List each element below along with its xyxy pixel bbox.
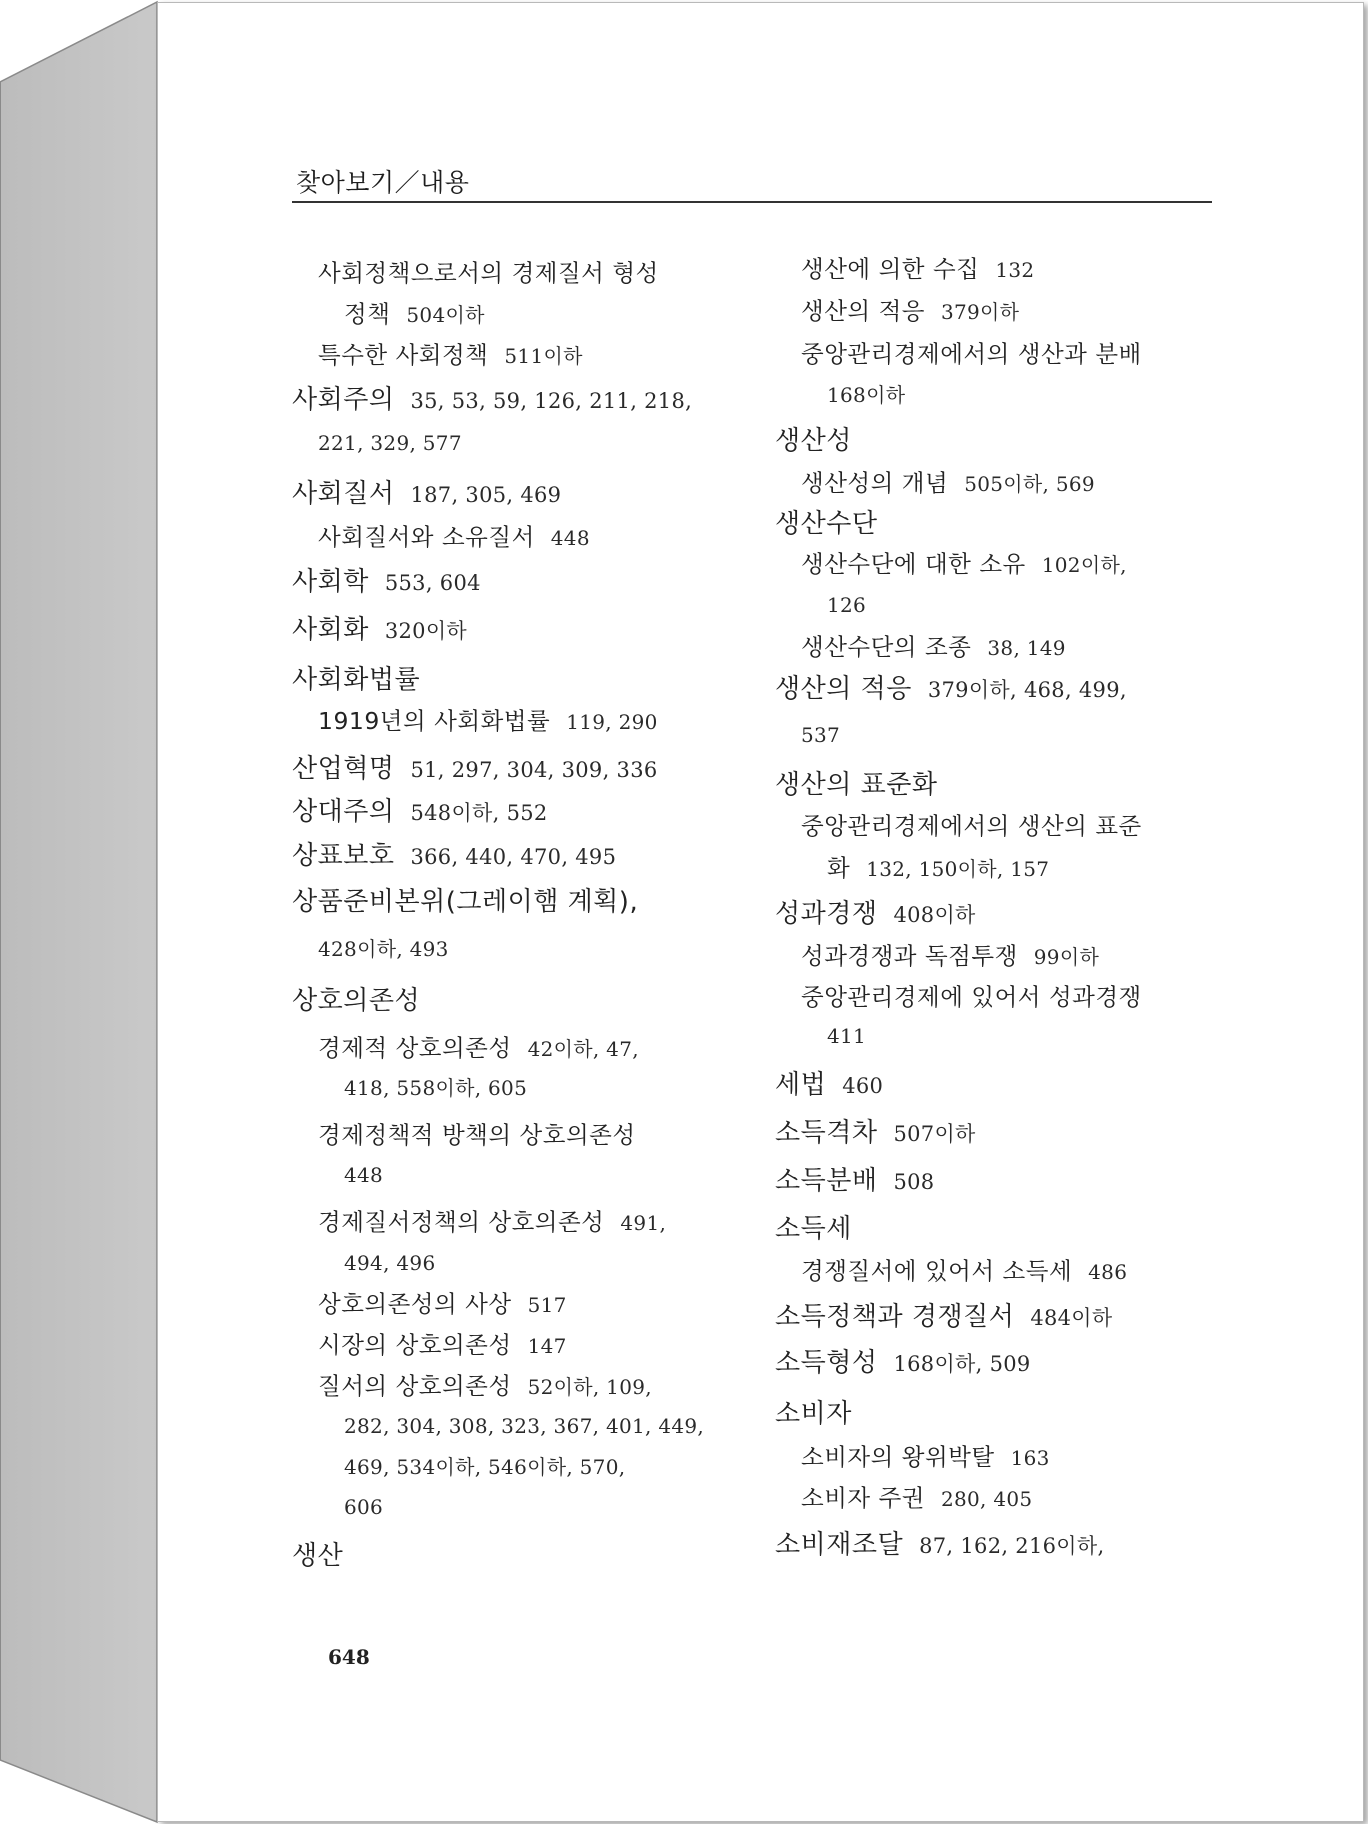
index-term: 중앙관리경제에서의 생산의 표준 (801, 812, 1142, 840)
index-term: 사회질서 (292, 479, 395, 509)
index-subentry (318, 1121, 636, 1149)
index-page-refs: 553, 604 (384, 571, 481, 595)
index-term: 생산의 적응 (775, 674, 912, 704)
index-page-refs: 119, 290 (566, 710, 658, 734)
index-term: 상대주의 (292, 797, 395, 827)
index-entry-continuation (827, 595, 866, 615)
index-page-refs: 168이하 (827, 383, 906, 407)
index-page-refs: 408이하 (893, 903, 976, 927)
index-term: 성과경쟁과 독점투쟁 (801, 942, 1018, 970)
index-term: 시장의 상호의존성 (318, 1331, 512, 1359)
index-entry (292, 617, 467, 643)
index-term: 경쟁질서에 있어서 소득세 (801, 1257, 1073, 1285)
index-subentry (801, 1484, 1033, 1512)
index-page-refs: 379이하, 468, 499, (927, 678, 1127, 702)
index-column-left (292, 3, 762, 1821)
index-entry (775, 1072, 883, 1098)
index-page-refs: 548이하, 552 (410, 801, 548, 825)
index-entry-continuation (344, 1416, 704, 1436)
index-entry (292, 889, 638, 915)
index-entry-continuation (344, 1253, 435, 1273)
index-term: 소득세 (775, 1214, 852, 1244)
index-page-refs: 606 (344, 1495, 384, 1519)
index-subentry (801, 633, 1066, 661)
index-term: 화 (827, 854, 851, 882)
index-subentry (801, 1257, 1128, 1285)
index-entry-continuation (801, 725, 840, 745)
index-page-refs: 469, 534이하, 546이하, 570, (344, 1455, 626, 1479)
index-subentry (318, 341, 583, 369)
index-page-refs: 147 (527, 1334, 567, 1358)
index-term: 소비자 주권 (801, 1484, 925, 1512)
index-entry (775, 1532, 1104, 1558)
index-page-refs: 132 (995, 258, 1035, 282)
index-entry (292, 988, 420, 1014)
index-term: 소득격차 (775, 1118, 878, 1148)
index-page-refs: 126 (827, 593, 867, 617)
page-number: 648 (328, 1645, 370, 1669)
index-entry (775, 676, 1127, 702)
index-page-refs: 163 (1010, 1446, 1050, 1470)
index-subentry (801, 550, 1127, 578)
index-subentry (801, 942, 1100, 970)
index-entry (775, 428, 852, 454)
index-term: 경제적 상호의존성 (318, 1034, 512, 1062)
index-page-refs: 35, 53, 59, 126, 211, 218, (410, 389, 693, 413)
index-page-refs: 52이하, 109, (527, 1375, 652, 1399)
index-subentry (318, 707, 658, 735)
index-subentry (344, 300, 485, 328)
index-entry (775, 1216, 852, 1242)
index-term: 소득정책과 경쟁질서 (775, 1302, 1015, 1332)
index-term: 생산성 (775, 426, 852, 456)
index-term: 정책 (344, 300, 391, 328)
index-term: 중앙관리경제에서의 생산과 분배 (801, 340, 1142, 368)
index-page-refs: 511이하 (504, 344, 583, 368)
index-subentry (801, 812, 1142, 840)
index-term: 상품준비본위(그레이햄 계획), (292, 887, 639, 917)
index-page-refs: 168이하, 509 (893, 1352, 1031, 1376)
index-subentry (318, 523, 590, 551)
index-subentry (801, 340, 1142, 368)
index-page-refs: 448 (344, 1163, 384, 1187)
index-page-refs: 38, 149 (987, 636, 1066, 660)
index-entry (775, 901, 976, 927)
index-term: 사회질서와 소유질서 (318, 523, 535, 551)
book-page (157, 2, 1364, 1822)
index-subentry (318, 1372, 652, 1400)
index-term: 사회정책으로서의 경제질서 형성 (318, 259, 659, 287)
index-term: 생산성의 개념 (801, 469, 949, 497)
index-subentry (318, 1208, 667, 1236)
index-entry (775, 1304, 1112, 1330)
index-entry (292, 481, 561, 507)
index-entry-continuation (827, 385, 905, 405)
index-subentry (318, 1331, 567, 1359)
index-term: 생산수단의 조종 (801, 633, 972, 661)
index-term: 상호의존성의 사상 (318, 1290, 512, 1318)
index-subentry (801, 297, 1020, 325)
index-page-refs: 42이하, 47, (527, 1037, 639, 1061)
index-entry (775, 1168, 934, 1194)
index-entry-continuation (827, 1026, 866, 1046)
index-term: 상호의존성 (292, 986, 421, 1016)
index-term: 세법 (775, 1070, 827, 1100)
index-term: 소비재조달 (775, 1530, 904, 1560)
index-entry (292, 799, 548, 825)
index-entry-continuation (344, 1497, 383, 1517)
index-page-refs: 428이하, 493 (318, 937, 449, 961)
index-subentry (801, 469, 1095, 497)
index-page-refs: 320이하 (384, 619, 468, 643)
index-term: 중앙관리경제에 있어서 성과경쟁 (801, 983, 1142, 1011)
index-page-refs: 537 (801, 723, 841, 747)
index-page-refs: 517 (527, 1293, 567, 1317)
index-term: 생산 (292, 1541, 344, 1571)
index-column-right (775, 3, 1215, 1821)
index-term: 상표보호 (292, 841, 395, 871)
index-subentry (318, 1290, 567, 1318)
index-term: 성과경쟁 (775, 899, 878, 929)
index-page-refs: 484이하 (1030, 1306, 1113, 1330)
index-term: 생산에 의한 수집 (801, 255, 980, 283)
index-subentry (801, 983, 1142, 1011)
index-entry (775, 772, 937, 798)
index-page-refs: 280, 405 (940, 1487, 1033, 1511)
index-page-refs: 411 (827, 1024, 867, 1048)
index-entry (775, 1120, 976, 1146)
index-term: 생산의 적응 (801, 297, 925, 325)
index-page-refs: 366, 440, 470, 495 (410, 845, 617, 869)
index-entry-continuation (318, 939, 449, 959)
index-page-refs: 221, 329, 577 (318, 431, 462, 455)
index-page-refs: 51, 297, 304, 309, 336 (410, 758, 658, 782)
index-page-refs: 486 (1088, 1260, 1128, 1284)
index-entry (292, 1543, 343, 1569)
index-page-refs: 282, 304, 308, 323, 367, 401, 449, (344, 1414, 705, 1438)
index-subentry (801, 255, 1035, 283)
index-page-refs: 491, (620, 1211, 667, 1235)
index-page-refs: 494, 496 (344, 1251, 436, 1275)
index-entry-continuation (344, 1457, 625, 1477)
index-page-refs: 418, 558이하, 605 (344, 1076, 528, 1100)
index-page-refs: 187, 305, 469 (410, 483, 562, 507)
index-page-refs: 460 (842, 1074, 884, 1098)
index-entry-continuation (344, 1165, 383, 1185)
index-page-refs: 505이하, 569 (964, 472, 1095, 496)
index-entry-continuation (318, 433, 462, 453)
index-term: 경제정책적 방책의 상호의존성 (318, 1121, 636, 1149)
index-subentry (318, 259, 659, 287)
index-term: 사회화 (292, 615, 369, 645)
index-term: 질서의 상호의존성 (318, 1372, 512, 1400)
index-term: 생산수단 (775, 509, 878, 539)
index-page-refs: 102이하, (1041, 553, 1127, 577)
index-entry (292, 843, 616, 869)
index-page-refs: 448 (550, 526, 590, 550)
index-page-refs: 507이하 (893, 1122, 976, 1146)
index-term: 생산수단에 대한 소유 (801, 550, 1026, 578)
index-term: 산업혁명 (292, 754, 395, 784)
index-term: 소비자의 왕위박탈 (801, 1443, 995, 1471)
index-term: 사회화법률 (292, 665, 421, 695)
index-term: 소득분배 (775, 1166, 878, 1196)
index-term: 생산의 표준화 (775, 770, 938, 800)
index-entry (292, 667, 420, 693)
index-entry (775, 1350, 1031, 1376)
index-subentry (318, 1034, 639, 1062)
index-term: 사회주의 (292, 385, 395, 415)
index-page-refs: 379이하 (940, 300, 1020, 324)
index-entry-continuation (344, 1078, 527, 1098)
index-entry (775, 511, 877, 537)
index-term: 1919년의 사회화법률 (318, 707, 551, 735)
book-spine-edge (0, 0, 160, 1824)
index-subentry (801, 1443, 1050, 1471)
index-term: 사회학 (292, 567, 369, 597)
index-entry (292, 756, 658, 782)
index-subentry (827, 854, 1050, 882)
index-term: 특수한 사회정책 (318, 341, 489, 369)
index-page-refs: 508 (893, 1170, 935, 1194)
index-entry (292, 569, 481, 595)
index-page-refs: 99이하 (1033, 945, 1100, 969)
index-page-refs: 132, 150이하, 157 (866, 857, 1050, 881)
index-entry (292, 387, 692, 413)
index-term: 경제질서정책의 상호의존성 (318, 1208, 605, 1236)
index-entry (775, 1401, 852, 1427)
running-head-title: 찾아보기／내용 (296, 168, 470, 197)
index-page-refs: 504이하 (406, 303, 485, 327)
index-term: 소득형성 (775, 1348, 878, 1378)
index-term: 소비자 (775, 1399, 852, 1429)
index-page-refs: 87, 162, 216이하, (919, 1534, 1105, 1558)
